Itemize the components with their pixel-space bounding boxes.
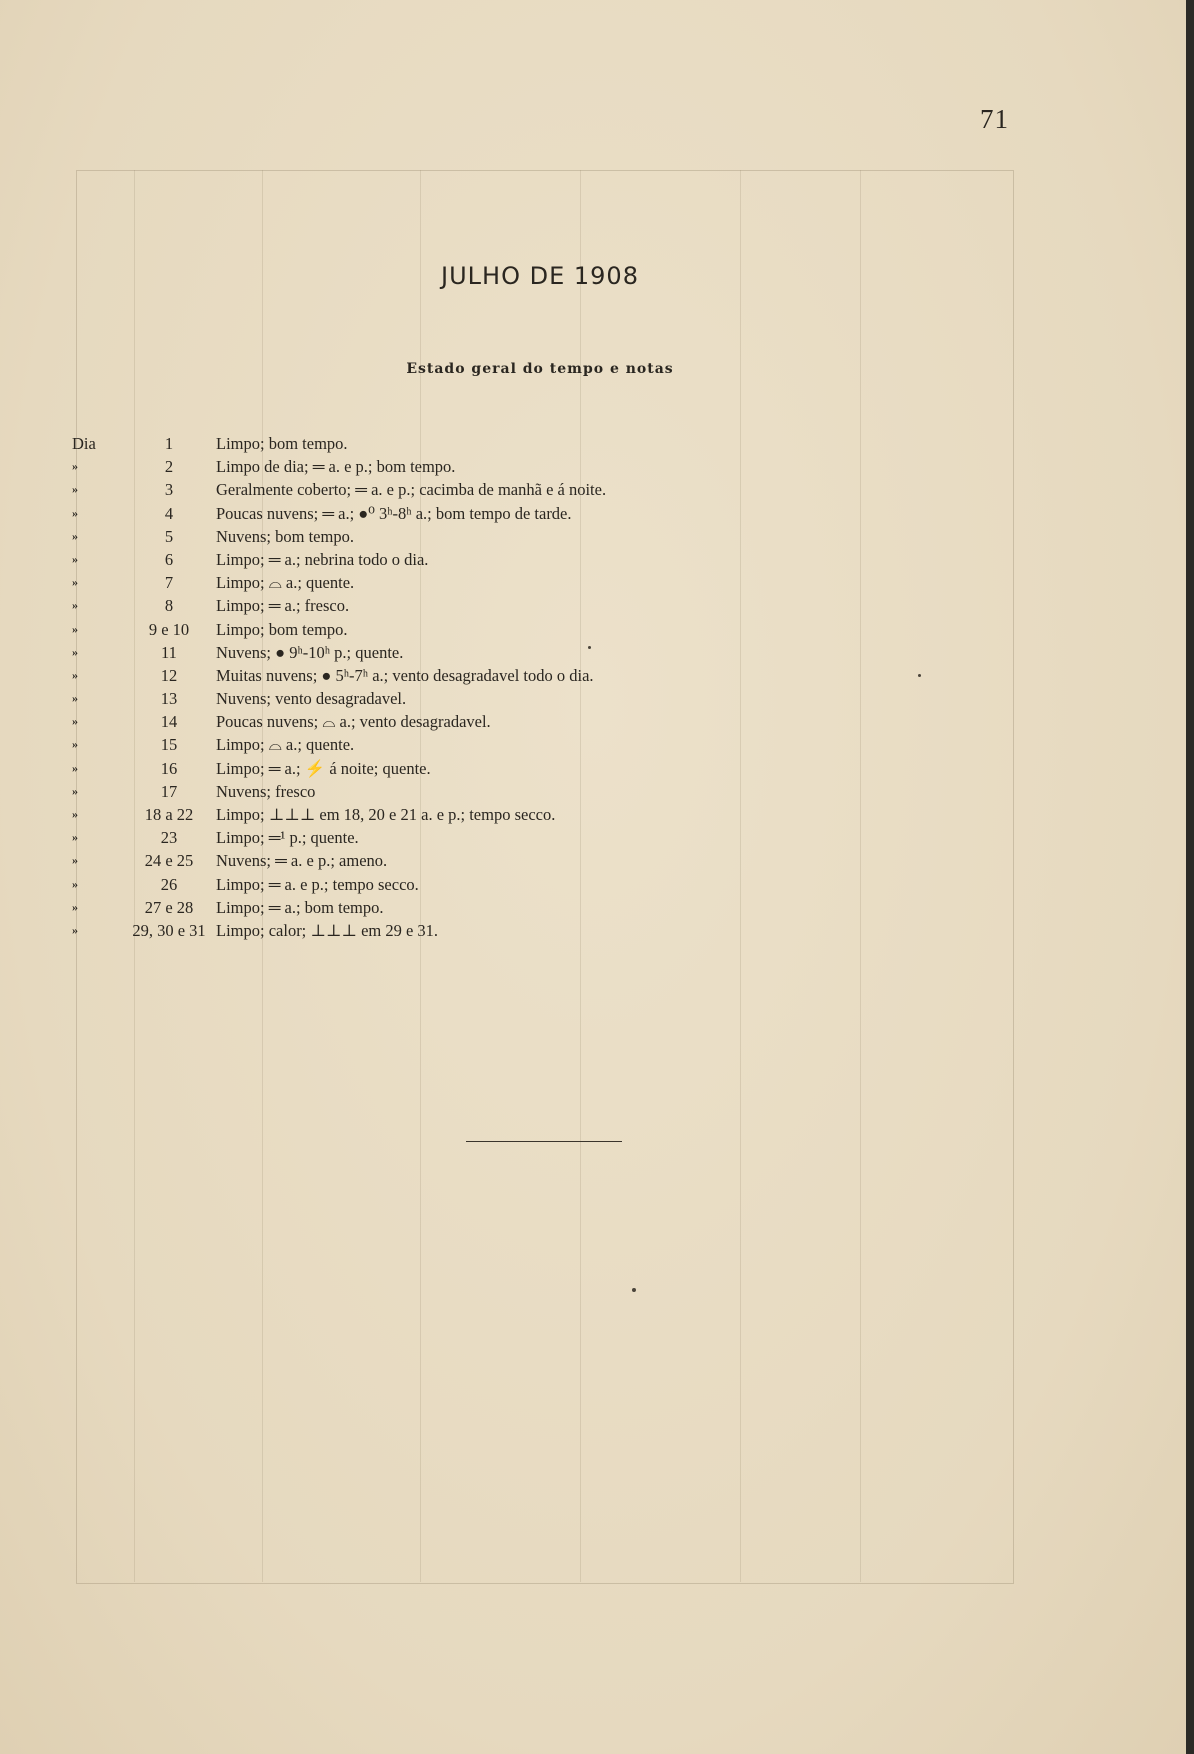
ditto-mark: »	[72, 691, 78, 706]
book-spine-edge	[1186, 0, 1194, 1754]
ditto-mark: »	[72, 783, 78, 798]
ditto-mark: »	[72, 760, 78, 775]
ditto-mark: »	[72, 528, 78, 543]
entry-text: Limpo; ═ a.; nebrina todo o dia.	[216, 549, 429, 569]
entry-day: 14	[160, 712, 178, 732]
entry-day: 26	[160, 874, 178, 894]
entry-text: Geralmente coberto; ═ a. e p.; cacimba de manhã e á noite.	[216, 480, 607, 500]
entry-day: 17	[160, 781, 178, 801]
entry-text: Limpo; ⌓ a.; quente.	[216, 735, 355, 755]
entry-text: Limpo; ═ a. e p.; tempo secco.	[216, 874, 419, 894]
end-rule	[466, 1141, 622, 1142]
bleed-through-column-line	[420, 170, 421, 1582]
ditto-mark: »	[72, 575, 78, 590]
entry-text: Limpo; bom tempo.	[216, 619, 348, 639]
entry-day: 15	[160, 735, 178, 755]
bleed-through-column-line	[740, 170, 741, 1582]
entry-text: Nuvens; ● 9ʰ-10ʰ p.; quente.	[216, 642, 404, 662]
entry-day: 2	[164, 457, 174, 477]
entry-day: 3	[164, 480, 174, 500]
entry-day: 24 e 25	[144, 851, 194, 871]
section-subtitle: Estado geral do tempo e notas	[406, 361, 674, 377]
entry-text: Limpo; ═ a.; fresco.	[216, 596, 350, 616]
entry-text: Limpo; ═¹ p.; quente.	[216, 828, 359, 848]
entry-day: 7	[164, 573, 174, 593]
entry-text: Nuvens; vento desagradavel.	[216, 689, 407, 709]
entry-text: Limpo; calor; ⊥⊥⊥ em 29 e 31.	[216, 920, 439, 940]
entry-text: Poucas nuvens; ⌓ a.; vento desagradavel.	[216, 712, 491, 732]
ditto-mark: »	[72, 551, 78, 566]
entry-day: 9 e 10	[148, 619, 190, 639]
entry-day: 4	[164, 503, 174, 523]
paper-speck	[588, 646, 591, 649]
entry-day: 27 e 28	[144, 897, 194, 917]
entry-day: 23	[160, 828, 178, 848]
ditto-mark: »	[72, 737, 78, 752]
entry-day: 16	[160, 758, 178, 778]
entry-text: Nuvens; fresco	[216, 781, 316, 801]
entry-day: 1	[164, 434, 174, 453]
entry-text: Limpo; ⊥⊥⊥ em 18, 20 e 21 a. e p.; tempo secco.	[216, 805, 556, 824]
ditto-mark: »	[72, 667, 78, 682]
ditto-mark: »	[72, 621, 78, 636]
ditto-mark: »	[72, 807, 78, 821]
dia-label: Dia	[72, 434, 96, 453]
entry-text: Nuvens; ═ a. e p.; ameno.	[216, 851, 388, 871]
page-number: 71	[980, 104, 1009, 134]
bleed-through-column-line	[860, 170, 861, 1582]
entry-day: 29, 30 e 31	[132, 920, 206, 940]
entry-text: Poucas nuvens; ═ a.; ●⁰ 3ʰ-8ʰ a.; bom tempo de tarde.	[216, 503, 572, 523]
ditto-mark: »	[72, 714, 78, 729]
month-title: JULHO DE 1908	[441, 262, 639, 290]
ditto-mark: »	[72, 853, 78, 868]
ditto-mark: »	[72, 830, 78, 845]
entry-text: Limpo; ═ a.; bom tempo.	[216, 897, 384, 917]
entry-day: 6	[164, 549, 174, 569]
ditto-mark: »	[72, 459, 78, 474]
ditto-mark: »	[72, 482, 78, 497]
ditto-mark: »	[72, 876, 78, 891]
ditto-mark: »	[72, 922, 78, 937]
bleed-through-column-line	[580, 170, 581, 1582]
entry-day: 8	[164, 596, 174, 616]
entry-day: 18 a 22	[144, 805, 194, 824]
ditto-mark: »	[72, 505, 78, 520]
entry-text: Limpo; ⌓ a.; quente.	[216, 573, 355, 593]
entry-text: Nuvens; bom tempo.	[216, 526, 354, 546]
entry-text: Limpo de dia; ═ a. e p.; bom tempo.	[216, 457, 456, 477]
entry-day: 5	[164, 526, 174, 546]
ditto-mark: »	[72, 899, 78, 914]
entry-day: 11	[161, 642, 177, 662]
paper-speck	[632, 1288, 636, 1292]
entry-text: Limpo; bom tempo.	[216, 434, 348, 453]
ditto-mark: »	[72, 598, 78, 613]
entry-day: 12	[160, 665, 178, 685]
paper-speck	[918, 674, 921, 677]
entry-day: 13	[160, 689, 178, 709]
ditto-mark: »	[72, 644, 78, 659]
entry-text: Limpo; ═ a.; ⚡ á noite; quente.	[216, 758, 431, 778]
entry-text: Muitas nuvens; ● 5ʰ-7ʰ a.; vento desagradavel todo o dia.	[216, 665, 594, 685]
